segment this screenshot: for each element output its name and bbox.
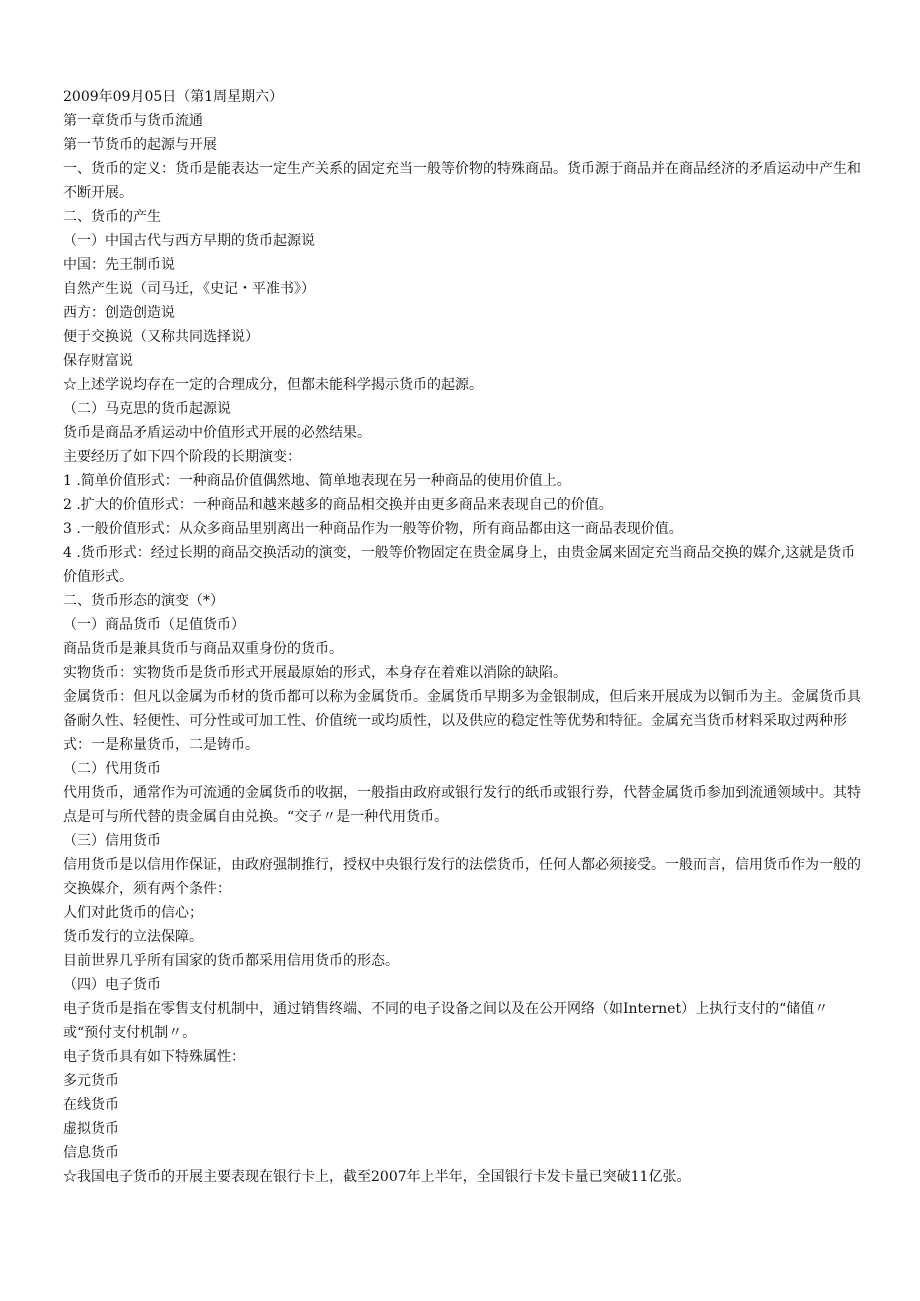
text-line: 保存财富说 — [63, 353, 133, 369]
list-item: 多元货币 — [63, 1073, 119, 1089]
heading-origin: 二、货币的产生 — [63, 209, 161, 225]
text-line: 主要经历了如下四个阶段的长期演变： — [63, 449, 301, 465]
text-line: 目前世界几乎所有国家的货币都采用信用货币的形态。 — [63, 953, 399, 969]
metal-money-paragraph: 金属货币：但凡以金属为币材的货币都可以称为金属货币。金属货币早期多为金银制成，但后来开展成为以铜币为主。金属货币具备耐久性、轻便性、可分性或可加工性、价值统一或均质性，以及供应的稳定性等优势和特征。金属充当货币材料采取过两种形式：一是称量货币，二是铸币。 — [63, 689, 861, 753]
date-line: 2009年09月05日（第1周星期六） — [63, 89, 284, 105]
electronic-money-paragraph: 电子货币是指在零售支付机制中，通过销售终端、不同的电子设备之间以及在公开网络（如Internet）上执行支付的“储值〃或“预付支付机制〃。 — [63, 1001, 829, 1041]
text-line: 便于交换说（又称共同选择说） — [63, 329, 259, 345]
list-item: 信息货币 — [63, 1145, 119, 1161]
credit-money-paragraph: 信用货币是以信用作保证，由政府强制推行，授权中央银行发行的法偿货币，任何人都必须接受。一般而言，信用货币作为一般的交换媒介，须有两个条件： — [63, 857, 861, 897]
text-line: 自然产生说（司马迁，《史记・平准书》） — [63, 281, 315, 297]
text-line: 人们对此货币的信心； — [63, 905, 203, 921]
subheading-commodity-money: （一）商品货币（足值货币） — [63, 617, 245, 633]
chapter-title: 第一章货币与货币流通 — [63, 113, 203, 129]
list-item: 1 .简单价值形式：一种商品价值偶然地、简单地表现在另一种商品的使用价值上。 — [63, 473, 571, 489]
subheading-representative-money: （二）代用货币 — [63, 761, 161, 777]
subheading-electronic-money: （四）电子货币 — [63, 977, 161, 993]
text-line: 货币发行的立法保障。 — [63, 929, 203, 945]
document-page — [63, 85, 863, 1189]
list-item: 3 .一般价值形式：从众多商品里别离出一种商品作为一般等价物，所有商品都由这一商品表现价值。 — [63, 521, 683, 537]
definition-paragraph: 一、货币的定义：货币是能表达一定生产关系的固定充当一般等价物的特殊商品。货币源于商品并在商品经济的矛盾运动中产生和不断开展。 — [63, 161, 861, 201]
list-item: 虚拟货币 — [63, 1121, 119, 1137]
section-title: 第一节货币的起源与开展 — [63, 137, 217, 153]
text-line: 电子货币具有如下特殊属性： — [63, 1049, 245, 1065]
text-line: 中国：先王制币说 — [63, 257, 175, 273]
text-line: 西方：创造创造说 — [63, 305, 175, 321]
subheading-early-theories: （一）中国古代与西方早期的货币起源说 — [63, 233, 315, 249]
subheading-marx-theory: （二）马克思的货币起源说 — [63, 401, 231, 417]
note-line: ☆我国电子货币的开展主要表现在银行卡上，截至2007年上半年，全国银行卡发卡量已突破11亿张。 — [63, 1169, 691, 1185]
list-item: 在线货币 — [63, 1097, 119, 1113]
subheading-credit-money: （三）信用货币 — [63, 833, 161, 849]
heading-evolution: 二、货币形态的演变（*） — [63, 593, 224, 609]
list-item: 2 .扩大的价值形式：一种商品和越来越多的商品相交换并由更多商品来表现自己的价值。 — [63, 497, 613, 513]
text-line: 货币是商品矛盾运动中价值形式开展的必然结果。 — [63, 425, 371, 441]
list-item: 4 .货币形式：经过长期的商品交换活动的演变，一般等价物固定在贵金属身上，由贵金属来固定充当商品交换的媒介,这就是货币价值形式。 — [63, 545, 856, 585]
representative-money-paragraph: 代用货币，通常作为可流通的金属货币的收据，一般指由政府或银行发行的纸币或银行券，代替金属货币参加到流通领域中。其特点是可与所代替的贵金属自由兑换。“交子〃是一种代用货币。 — [63, 785, 861, 825]
note-line: ☆上述学说均存在一定的合理成分，但都未能科学揭示货币的起源。 — [63, 377, 483, 393]
text-line: 实物货币：实物货币是货币形式开展最原始的形式，本身存在着难以消除的缺陷。 — [63, 665, 567, 681]
text-line: 商品货币是兼具货币与商品双重身份的货币。 — [63, 641, 343, 657]
